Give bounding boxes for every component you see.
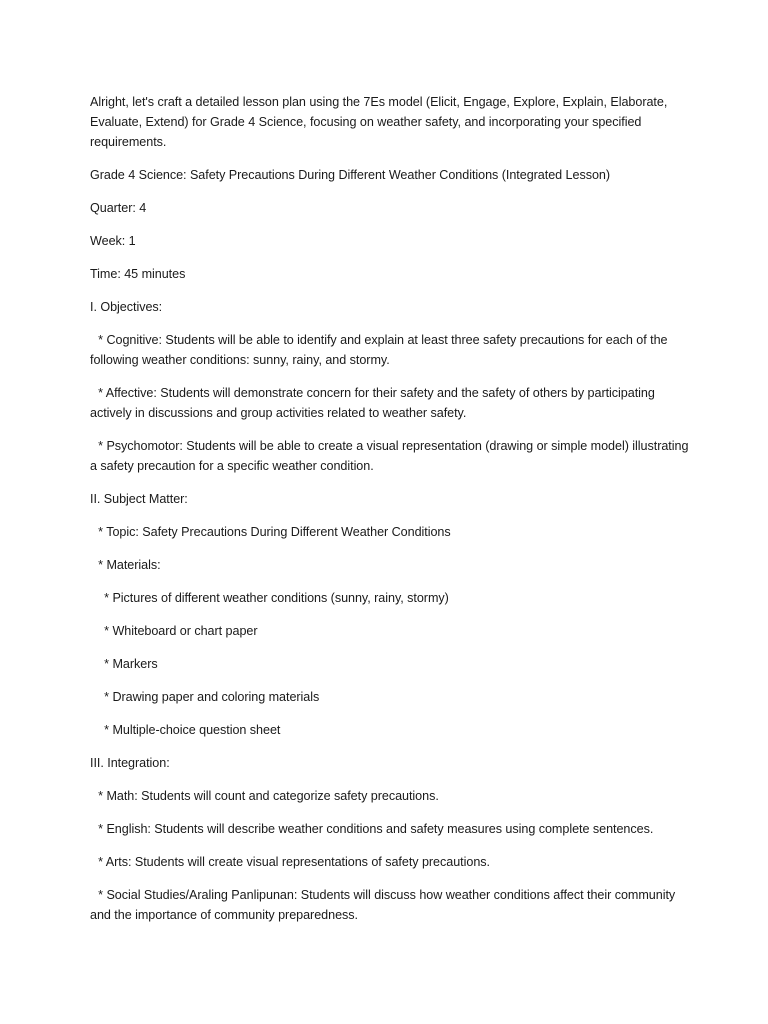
integration-text: English: Students will describe weather conditions and safety measures using complete sentences.	[106, 822, 654, 836]
bullet-marker: *	[104, 657, 109, 671]
topic-item	[90, 522, 690, 542]
integration-text: Arts: Students will create visual representations of safety precautions.	[105, 855, 490, 869]
material-text: Multiple-choice question sheet	[112, 723, 281, 737]
material-item	[90, 687, 690, 707]
objectives-heading: I. Objectives:	[90, 300, 163, 314]
bullet-marker: *	[98, 525, 103, 539]
objective-item	[90, 436, 690, 476]
topic-text: Topic: Safety Precautions During Different Weather Conditions	[106, 525, 451, 539]
bullet-marker: *	[98, 386, 103, 400]
objective-item	[90, 383, 690, 423]
objective-text: Affective: Students will demonstrate concern for their safety and the safety of others by participating actively in discussions and group activities related to weather safety.	[90, 386, 655, 420]
bullet-marker: *	[98, 888, 103, 902]
material-text: Drawing paper and coloring materials	[112, 690, 320, 704]
bullet-marker: *	[104, 624, 109, 638]
quarter-line: Quarter: 4	[90, 201, 147, 215]
material-text: Whiteboard or chart paper	[112, 624, 258, 638]
integration-text: Social Studies/Araling Panlipunan: Students will discuss how weather conditions affect their community and the importance of community preparedness.	[90, 888, 676, 922]
bullet-marker: *	[98, 789, 103, 803]
objective-item	[90, 330, 690, 370]
integration-item	[90, 852, 690, 872]
material-text: Pictures of different weather conditions (sunny, rainy, stormy)	[112, 591, 449, 605]
lesson-title: Grade 4 Science: Safety Precautions During Different Weather Conditions (Integrated Lesson)	[90, 168, 611, 182]
document-body	[90, 92, 690, 938]
bullet-marker: *	[98, 855, 103, 869]
integration-item	[90, 786, 690, 806]
bullet-marker: *	[98, 439, 103, 453]
time-line: Time: 45 minutes	[90, 267, 186, 281]
intro-paragraph: Alright, let's craft a detailed lesson plan using the 7Es model (Elicit, Engage, Explore, Explain, Elaborate, Evaluate, Extend) for Grade 4 Science, focusing on weather safety, and incorporating your specified requirements.	[90, 95, 668, 149]
materials-item	[90, 555, 690, 575]
material-text: Markers	[112, 657, 158, 671]
integration-text: Math: Students will count and categorize safety precautions.	[106, 789, 439, 803]
bullet-marker: *	[98, 822, 103, 836]
integration-item	[90, 885, 690, 925]
bullet-marker: *	[104, 723, 109, 737]
objective-text: Psychomotor: Students will be able to create a visual representation (drawing or simple model) illustrating a safety precaution for a specific weather condition.	[90, 439, 689, 473]
material-item	[90, 720, 690, 740]
bullet-marker: *	[98, 558, 103, 572]
integration-item	[90, 819, 690, 839]
material-item	[90, 588, 690, 608]
objective-text: Cognitive: Students will be able to identify and explain at least three safety precautions for each of the following weather conditions: sunny, rainy, and stormy.	[90, 333, 668, 367]
material-item	[90, 621, 690, 641]
subject-matter-heading: II. Subject Matter:	[90, 492, 188, 506]
week-line: Week: 1	[90, 234, 136, 248]
integration-heading: III. Integration:	[90, 756, 170, 770]
bullet-marker: *	[98, 333, 103, 347]
bullet-marker: *	[104, 690, 109, 704]
materials-label: Materials:	[106, 558, 161, 572]
bullet-marker: *	[104, 591, 109, 605]
material-item	[90, 654, 690, 674]
